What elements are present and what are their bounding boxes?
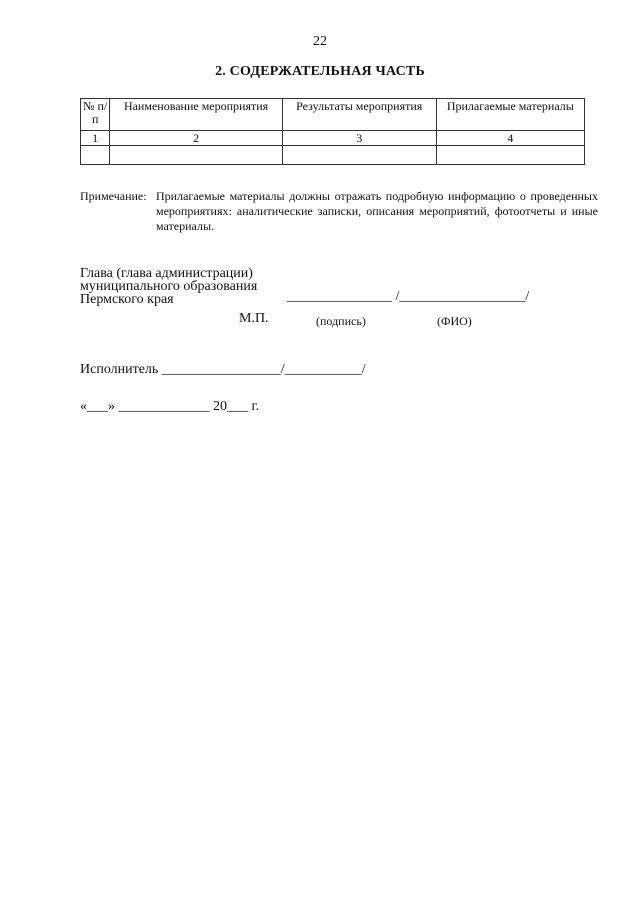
table-column-numbers-row: [81, 131, 585, 146]
signatory-title-line: Глава (глава администрации): [80, 266, 253, 281]
column-number: 1: [81, 131, 110, 146]
column-header-event-results: Результаты мероприятия: [282, 99, 436, 131]
events-table: [80, 98, 585, 165]
page-number: 22: [313, 34, 327, 49]
executor-field[interactable]: Исполнитель _________________/___________/: [80, 362, 366, 377]
table-cell[interactable]: [436, 146, 584, 165]
signatory-title-line: муниципального образования: [80, 279, 258, 294]
column-header-number: № п/п: [81, 99, 110, 131]
stamp-place-label: М.П.: [239, 311, 269, 326]
section-title: 2. СОДЕРЖАТЕЛЬНАЯ ЧАСТЬ: [215, 64, 425, 79]
table-row: [81, 146, 585, 165]
signatory-title-line: Пермского края: [80, 292, 174, 307]
note-label: Примечание:: [80, 189, 147, 203]
table-cell[interactable]: [110, 146, 282, 165]
table-cell[interactable]: [81, 146, 110, 165]
note-text: Прилагаемые материалы должны отражать подробную информацию о проведенных мероприятиях: аналитические записки, описания мероприятий, фотоотчеты и иные материалы.: [156, 189, 598, 233]
signature-hint: (подпись): [316, 314, 366, 328]
full-name-hint: (ФИО): [437, 314, 472, 328]
signature-field[interactable]: _______________ /__________________/: [287, 289, 530, 304]
note-block: [80, 189, 598, 234]
column-number: 3: [282, 131, 436, 146]
column-header-attached-materials: Прилагаемые материалы: [436, 99, 584, 131]
column-number: 2: [110, 131, 282, 146]
table-header-row: [81, 99, 585, 131]
column-number: 4: [436, 131, 584, 146]
signatory-title: [80, 267, 257, 306]
column-header-event-name: Наименование мероприятия: [110, 99, 282, 131]
date-field[interactable]: «___» _____________ 20___ г.: [80, 399, 260, 414]
table-cell[interactable]: [282, 146, 436, 165]
